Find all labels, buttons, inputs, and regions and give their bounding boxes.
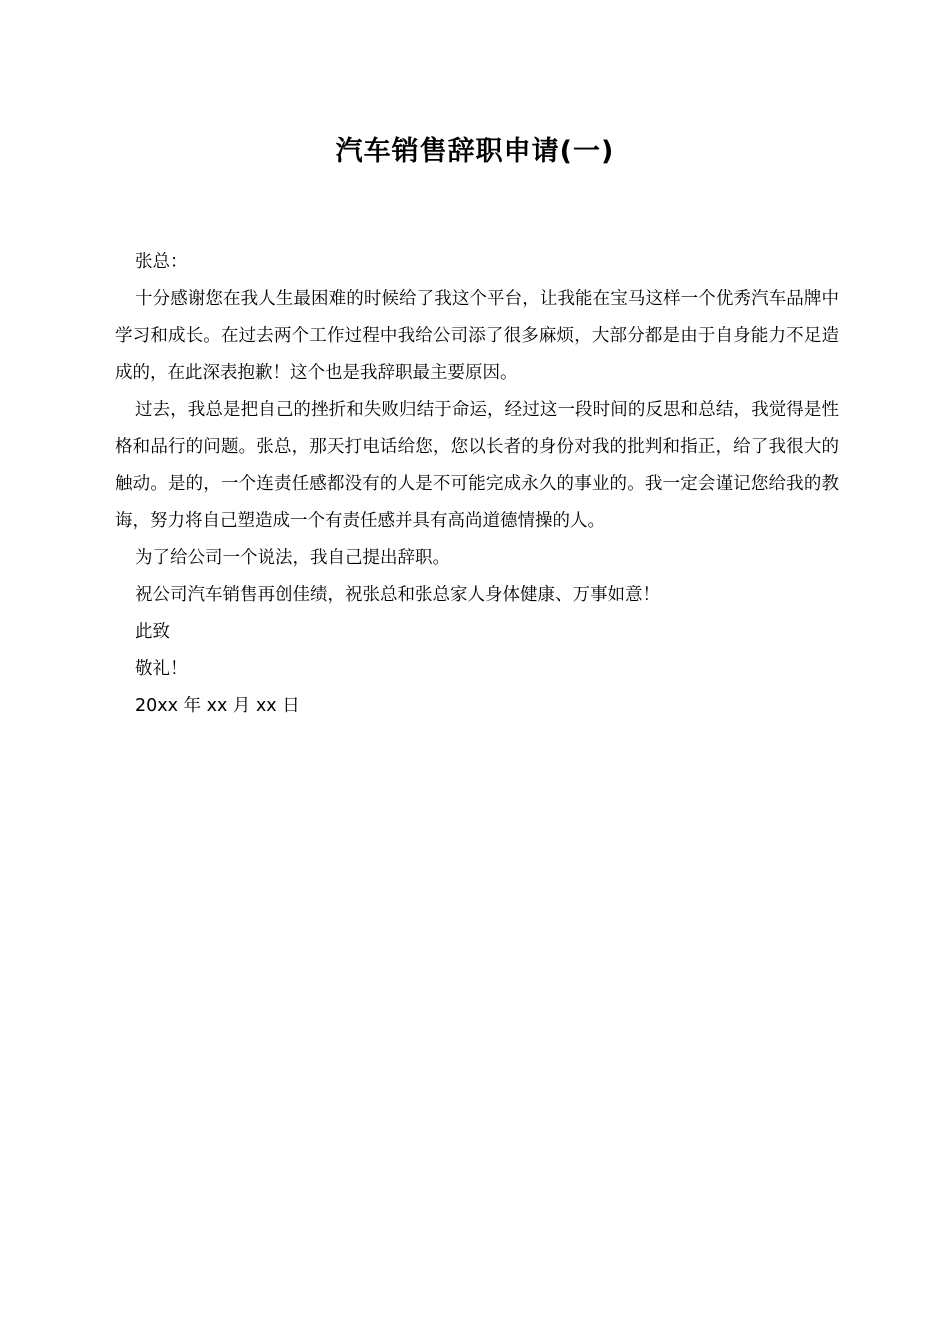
closing-cizhi: 此致 (135, 622, 170, 642)
letter-date: 20xx 年 xx 月 xx 日 (135, 696, 300, 716)
salutation: 张总： (135, 252, 188, 272)
paragraph-reflection: 过去，我总是把自己的挫折和失败归结于命运，经过这一段时间的反思和总结，我觉得是性格和品行的问题。张总，那天打电话给您，您以长者的身份对我的批判和指正，给了我很大的触动。是的，一个连责任感都没有的人是不可能完成永久的事业的。我一定会谨记您给我的教诲，努力将自己塑造成一个有责任感并具有高尚道德情操的人。 (115, 400, 839, 531)
paragraph-gratitude: 十分感谢您在我人生最困难的时候给了我这个平台，让我能在宝马这样一个优秀汽车品牌中学习和成长。在过去两个工作过程中我给公司添了很多麻烦，大部分都是由于自身能力不足造成的，在此深表抱歉！这个也是我辞职最主要原因。 (115, 289, 839, 383)
paragraph-wishes: 祝公司汽车销售再创佳绩，祝张总和张总家人身体健康、万事如意！ (135, 585, 660, 605)
paragraph-resignation: 为了给公司一个说法，我自己提出辞职。 (135, 548, 450, 568)
document-title: 汽车销售辞职申请(一) (335, 136, 615, 167)
closing-jingli: 敬礼！ (135, 659, 188, 679)
letter-body (115, 244, 839, 725)
